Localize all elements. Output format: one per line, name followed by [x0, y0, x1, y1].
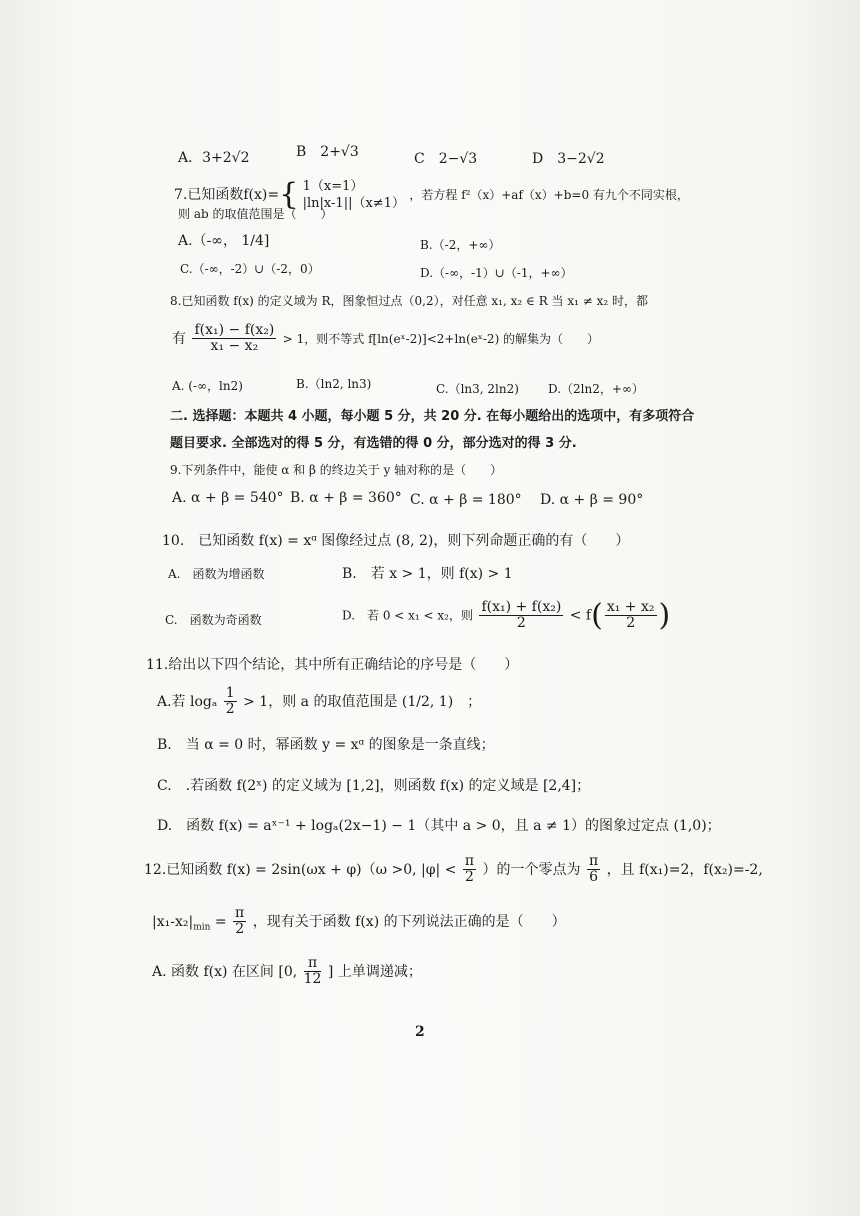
q11-option-d: D. 函数 f(x) = aˣ⁻¹ + logₐ(2x−1) − 1（其中 a > 0，且 a ≠ 1）的图象过定点 (1,0)；: [157, 818, 721, 834]
q11-a-frac-num: 1: [225, 685, 235, 701]
q10-stem: 10. 已知函数 f(x) = xᵅ 图像经过点 (8, 2)，则下列命题正确的有（ ）: [162, 533, 630, 549]
page-number: 2: [415, 1024, 425, 1040]
q7-line2: 则 ab 的取值范围是（ ）: [178, 207, 333, 221]
q10-d-frac1-den: 2: [516, 615, 526, 631]
q12-pi-over-2b: [233, 906, 246, 938]
q12-line2: [152, 906, 566, 938]
q10-d-lparen: (: [591, 598, 603, 633]
q6-option-b: B 2+√3: [296, 144, 359, 160]
q8-fraction: [192, 323, 276, 355]
q11-option-c: C. .若函数 f(2ˣ) 的定义域为 [1,2]，则函数 f(x) 的定义域是 [2,4]；: [157, 778, 591, 794]
q10-option-d: [342, 598, 670, 633]
q7-case-2: |ln|x-1||（x≠1）: [302, 196, 405, 211]
q12-two: 2: [465, 869, 474, 886]
q12-pi-3: π: [235, 905, 245, 921]
q8-lead: 有: [172, 330, 186, 347]
q8-option-d: D.（2ln2，+∞）: [548, 382, 644, 396]
q12-line2-suffix: ，现有关于函数 f(x) 的下列说法正确的是（ ）: [252, 913, 566, 930]
q10-d-frac2-num: x₁ + x₂: [606, 598, 655, 615]
q12-stem: [144, 854, 763, 886]
q12-pi-over-6: [587, 854, 600, 886]
q11-option-a: [157, 686, 481, 718]
q11-a-mid: > 1，则 a 的取值范围是: [243, 693, 398, 710]
q9-option-a: A. α + β = 540°: [172, 490, 284, 506]
q8-option-c: C.（ln3, 2ln2): [436, 382, 519, 396]
q10-d-frac2-den: 2: [626, 615, 636, 631]
q7-brace: {: [279, 177, 299, 212]
q10-d-rparen: ): [658, 598, 671, 633]
q10-d-frac1: [479, 600, 563, 632]
q8-frac-num: f(x₁) − f(x₂): [194, 322, 275, 338]
q12-a-prefix: A. 函数 f(x) 在区间 [0,: [152, 963, 298, 980]
q8-tail: > 1，则不等式 f[ln(eˣ-2)]<2+ln(eˣ-2) 的解集为（ ）: [282, 331, 600, 346]
q12-stem-mid: ）的一个零点为: [482, 861, 581, 878]
q9-option-b: B. α + β = 360°: [290, 490, 402, 506]
q10-d-frac2: [605, 600, 657, 632]
q8-option-a: A. (-∞，ln2): [172, 379, 243, 393]
q7-case-1: 1（x=1）: [302, 179, 364, 194]
q6-option-c: C 2−√3: [414, 151, 478, 167]
q11-stem: 11.给出以下四个结论，其中所有正确结论的序号是（ ）: [146, 657, 519, 673]
q12-pi-2: π: [589, 853, 599, 869]
q12-option-a: [152, 956, 422, 988]
q9-option-c: C. α + β = 180°: [410, 492, 522, 508]
q12-two-b: 2: [235, 921, 245, 938]
q7-option-a: A.（-∞， 1/4]: [178, 233, 270, 249]
q7-stem-prefix: 7.已知函数f(x)=: [174, 187, 280, 203]
q7-option-c: C.（-∞，-2）∪（-2，0）: [180, 262, 320, 276]
section2-line1: 二. 选择题：本题共 4 小题，每小题 5 分，共 20 分. 在每小题给出的选项中，有多项符合: [170, 409, 695, 424]
q10-d-mid: < f: [569, 607, 592, 624]
q12-a-pi: π: [304, 956, 322, 972]
q12-a-frac: [304, 956, 322, 988]
q10-d-frac1-num: f(x₁) + f(x₂): [481, 598, 562, 615]
q12-a-twelve: 12: [303, 971, 322, 988]
q12-six: 6: [589, 869, 599, 886]
q11-a-tail: (1/2, 1) ；: [401, 693, 482, 710]
q10-option-a: A. 函数为增函数: [168, 567, 265, 581]
q12-abs-diff: |x₁-x₂|: [152, 913, 194, 930]
q12-min: min: [193, 922, 211, 933]
q11-a-prefix: A.若 logₐ: [157, 693, 218, 710]
q11-option-b: B. 当 α = 0 时，幂函数 y = xᵅ 的图象是一条直线；: [157, 737, 495, 753]
q7-stem-suffix: ，若方程 f²（x）+af（x）+b=0 有九个不同实根，: [409, 188, 689, 202]
q11-a-frac-den: 2: [225, 701, 235, 718]
q7-option-d: D.（-∞，-1）∪（-1，+∞）: [420, 266, 573, 280]
q12-pi: π: [464, 853, 475, 869]
q12-stem-suffix: ，且 f(x₁)=2，f(x₂)=-2,: [606, 861, 763, 878]
q7-option-b: B.（-2，+∞）: [420, 238, 501, 252]
q8-option-b: B.（ln2, ln3): [296, 377, 372, 391]
q8-line1: 8.已知函数 f(x) 的定义域为 R，图象恒过点（0,2），对任意 x₁, x₂ ∈ R 当 x₁ ≠ x₂ 时，都: [170, 294, 649, 308]
q12-stem-prefix: 12.已知函数 f(x) = 2sin(ωx + φ)（ω >0, |φ| <: [144, 861, 457, 878]
q12-eq: =: [214, 913, 227, 930]
q10-d-prefix: D. 若 0 < x₁ < x₂，则: [342, 608, 473, 623]
q6-option-d: D 3−2√2: [532, 151, 605, 167]
q12-pi-over-2: [463, 854, 476, 886]
q8-frac-den: x₁ − x₂: [210, 338, 259, 355]
q12-a-suffix: ] 上单调递减；: [327, 963, 422, 980]
section2-line2: 题目要求. 全部选对的得 5 分，有选错的得 0 分，部分选对的得 3 分.: [170, 436, 577, 451]
q10-option-c: C. 函数为奇函数: [165, 613, 262, 627]
q9-stem: 9.下列条件中，能使 α 和 β 的终边关于 y 轴对称的是（ ）: [170, 463, 503, 477]
q6-option-a: A．3+2√2: [178, 150, 250, 166]
q11-a-frac: [224, 686, 237, 718]
q10-option-b: B. 若 x > 1，则 f(x) > 1: [342, 566, 513, 582]
q9-option-d: D. α + β = 90°: [540, 492, 644, 508]
q8-line2: [172, 323, 599, 355]
